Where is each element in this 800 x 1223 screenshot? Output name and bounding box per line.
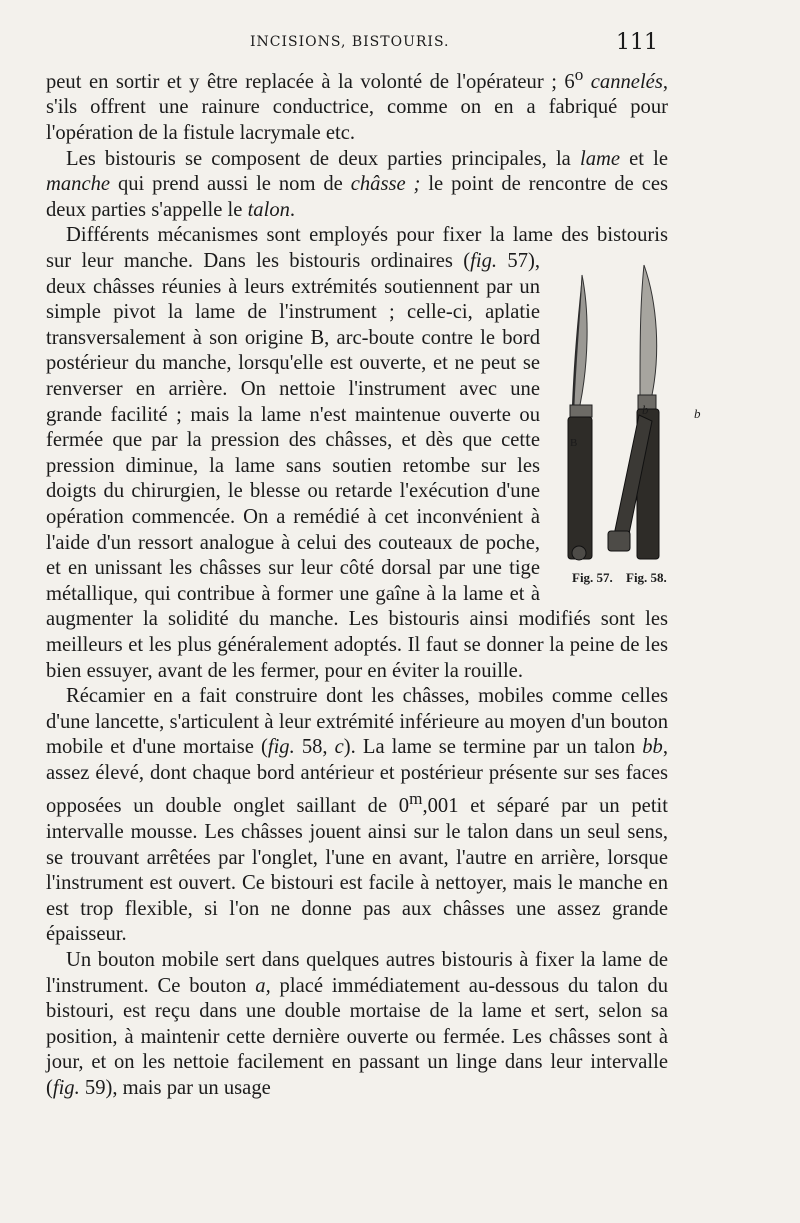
label-b-left: b: [642, 402, 649, 418]
paragraph-4: Récamier en a fait construire dont les châsses, mobiles comme celles d'une lancette, s'articulent à leur extrémité inférieure au moyen d'un bouton mobile et d'une mortaise (fig. 58, c). La lame se termine par un talon bb, assez élevé, dont chaque bord antérieur et postérieur présente sur ses faces opposées un double onglet saillant de 0$^m$,001 et séparé par un petit intervalle mousse. Les châsses jouent ainsi sur le talon dans un seul sens, se trouvant arrêtées par l'onglet, l'une en avant, l'autre en arrière, lorsque l'instrument est ouvert. Ce bistouri est facile à nettoyer, mais le manche en est trop flexible, si l'on ne donne pas aux châsses une assez grande épaisseur.: [46, 685, 668, 946]
page-number: 111: [616, 30, 658, 55]
bistouri-fig57: [568, 275, 592, 560]
paragraph-3: Différents mécanismes sont employés pour fixer la lame des bistouris sur leur manche. Dans les bistouris ordinaires (fig. B b b Fig. 57. Fig. 58. 57), deux châsses réunies à leurs extrémités soutiennent par un simple pivot la lame de l'instrument ; celle-ci, aplatie transversalement à son origine B, arc-boute contre le bord postérieur du manche, lorsqu'elle est ouverte, et ne peut se renverser en arrière. On nettoie l'instrument avec une grande facilité ; mais la lame n'est maintenue ouverte ou fermée que par la pression des châsses, et dès que cette pression diminue, la lame sans soutien retombe sur les doigts du chirurgien, le blesse ou retarde l'exécution d'une opération commencée. On a remédié à cet inconvénient à l'aide d'un ressort analogue à celui des couteaux de poche, et en unissant les châsses sur leur côté dorsal par une tige métallique, qui contribue à former une gaîne à la lame et à augmenter la solidité du manche. Les bistouris ainsi modifiés sont les meilleurs et les plus généralement adoptés. Il faut se donner la peine de les bien essuyer, avant de les fermer, pour en éviter la rouille.: [46, 224, 701, 682]
label-b-right: b: [694, 406, 701, 422]
caption-fig57: Fig. 57.: [572, 570, 613, 586]
label-B: B: [570, 437, 578, 450]
paragraph-2: Les bistouris se composent de deux parties principales, la lame et le manche qui prend aussi le nom de châsse ; le point de rencontre de ces deux parties s'appelle le talon.: [46, 147, 668, 221]
figure-57-58: [548, 255, 701, 586]
caption-fig58: Fig. 58.: [626, 570, 667, 586]
paragraph-5: Un bouton mobile sert dans quelques autres bistouris à fixer la lame de l'instrument. Ce bouton a, placé immédiatement au-dessous du talon du bistouri, est reçu dans une double mortaise de la lame et sert, selon sa position, à maintenir cette dernière ouverte ou fermée. Les châsses sont à jour, et on les nettoie facilement en passant un linge dans leur intervalle (fig. 59), mais par un usage: [46, 948, 668, 1099]
running-title: INCISIONS, BISTOURIS.: [250, 34, 450, 50]
page-header: [0, 30, 800, 60]
body-text: [46, 62, 701, 1101]
paragraph-1: peut en sortir et y être replacée à la volonté de l'opérateur ; 6$^o$ cannelés, s'ils offrent une rainure conductrice, comme on en a fabriqué pour l'opération de la fistule lacrymale etc.: [46, 65, 668, 145]
